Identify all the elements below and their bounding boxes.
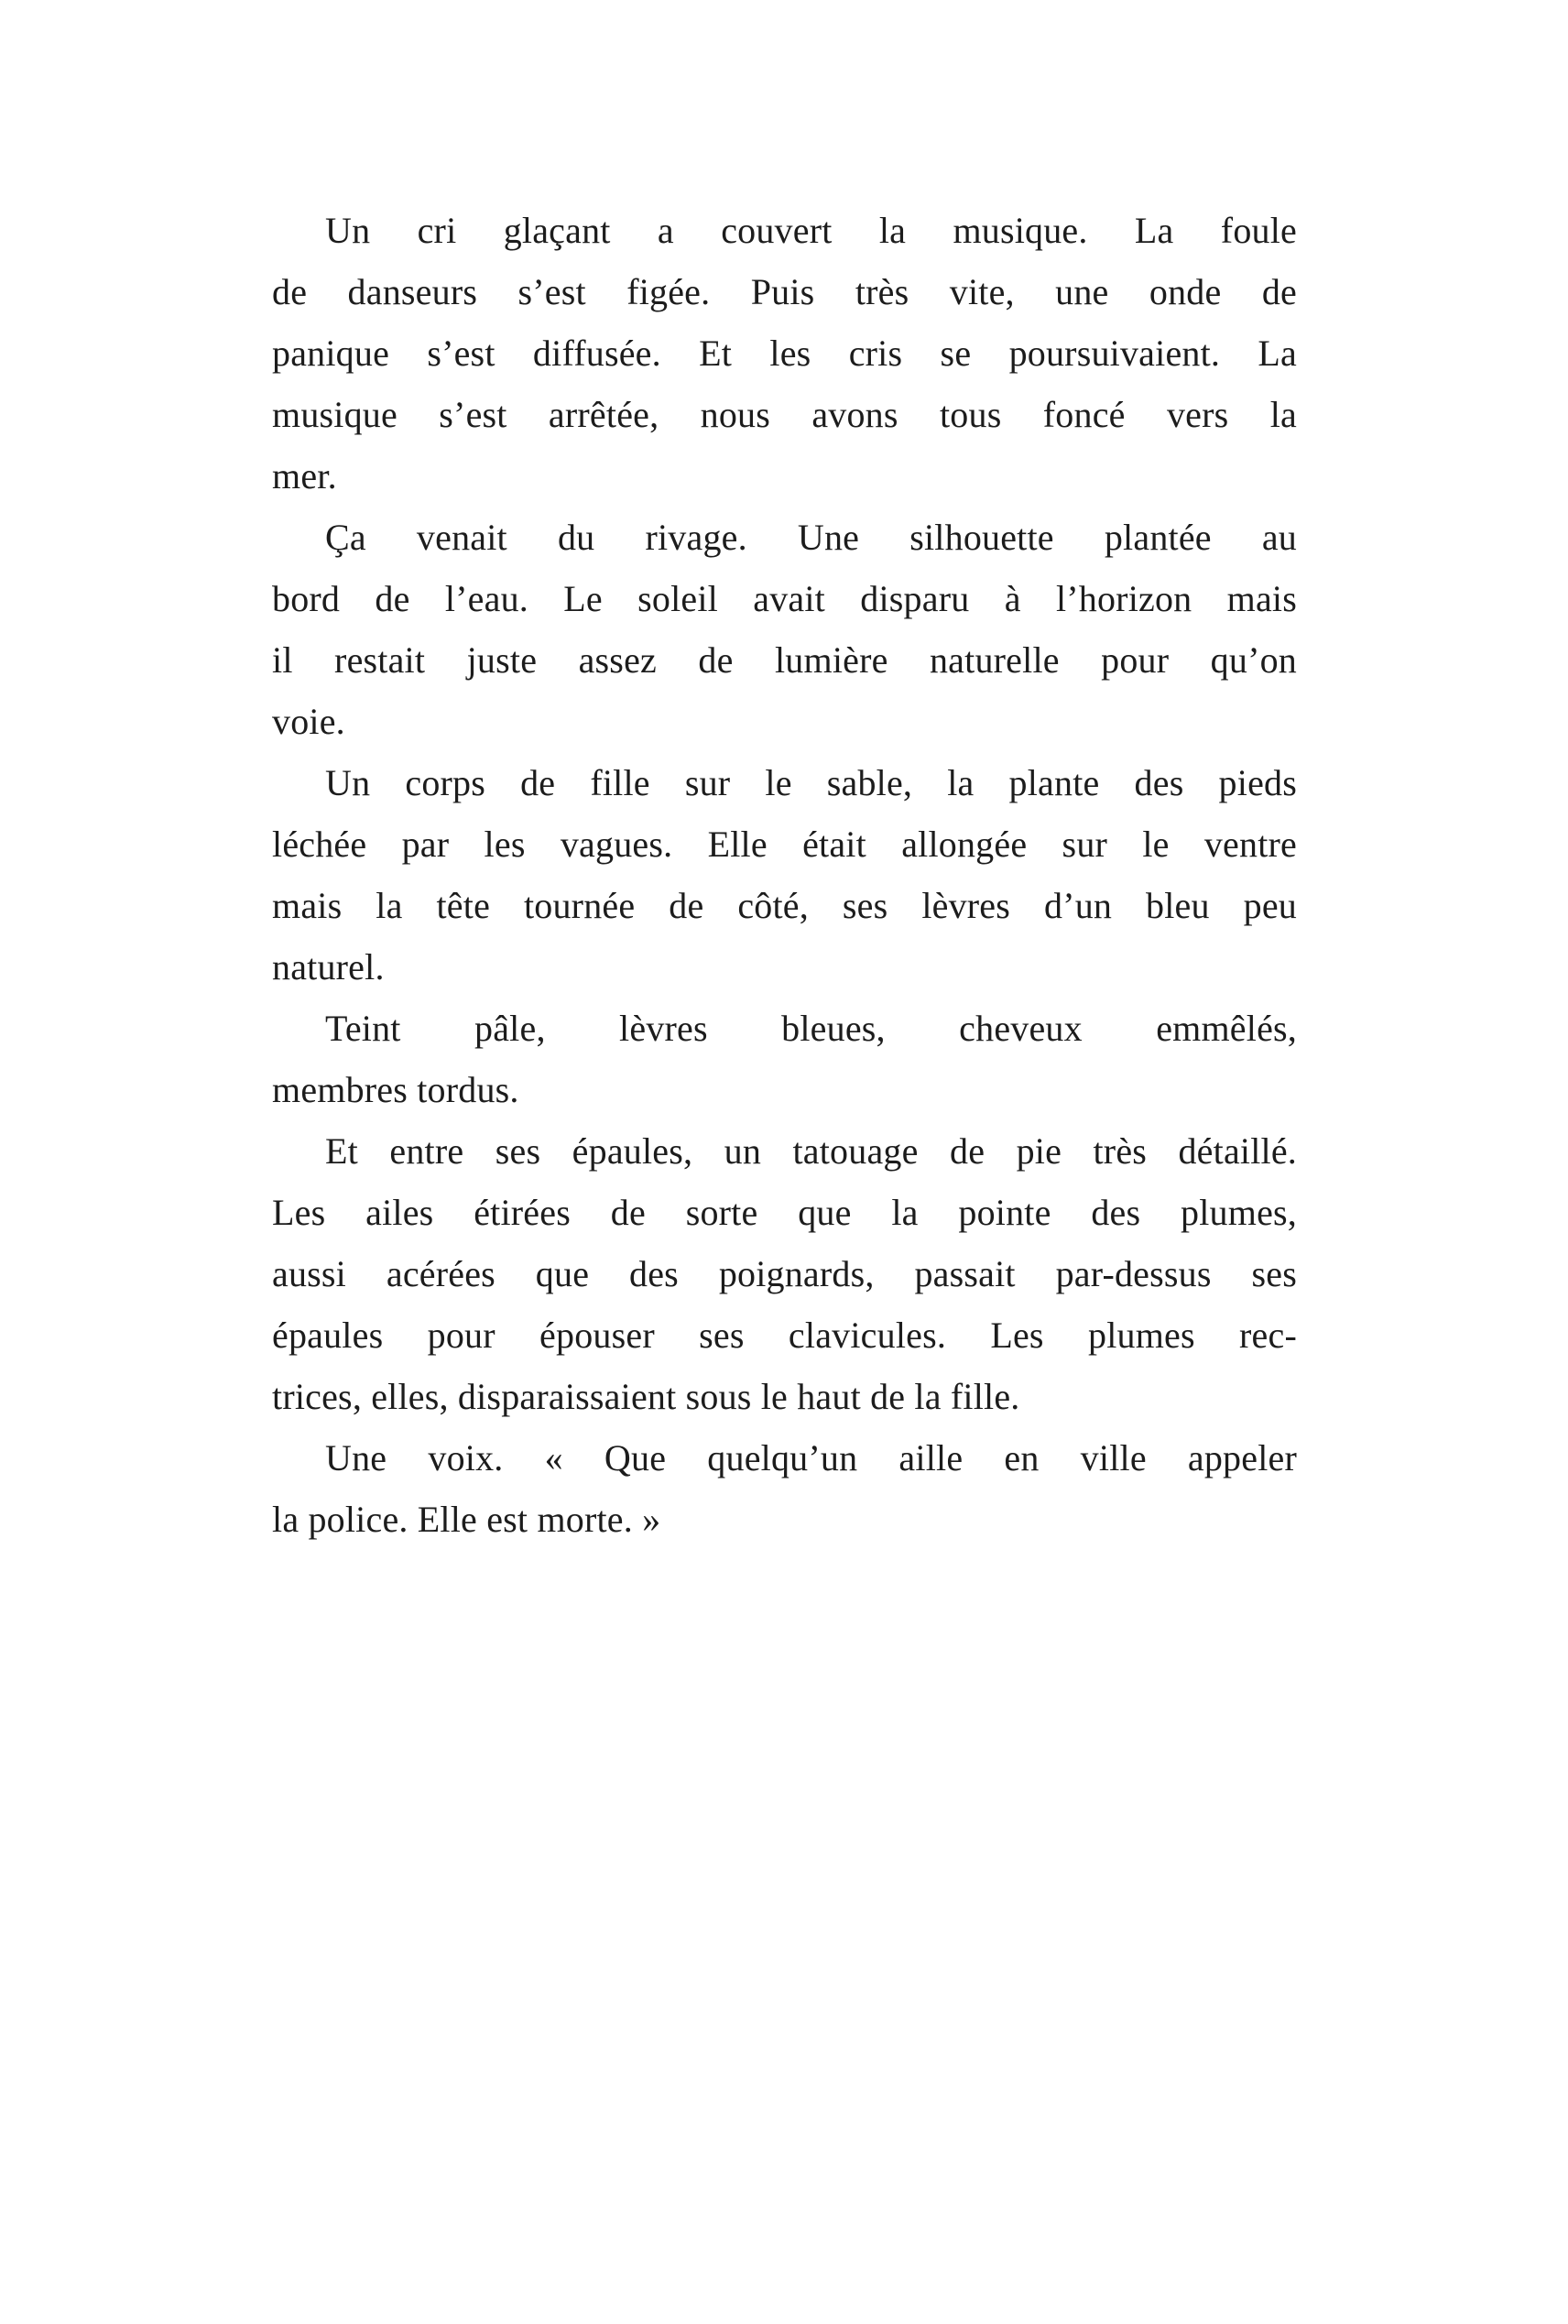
paragraph bbox=[272, 200, 1297, 507]
page-text-block bbox=[272, 200, 1297, 1550]
text-line: Et entre ses épaules, un tatouage de pie très détaillé. bbox=[325, 1130, 1297, 1172]
text-line: Ça venait du rivage. Une silhouette plantée au bbox=[325, 517, 1297, 558]
text-line: trices, elles, disparaissaient sous le haut de la fille. bbox=[272, 1376, 1020, 1417]
text-line: il restait juste assez de lumière naturelle pour qu’on bbox=[272, 639, 1297, 681]
text-line: Un corps de fille sur le sable, la plante des pieds bbox=[325, 762, 1297, 803]
text-line: Une voix. « Que quelqu’un aille en ville appeler bbox=[325, 1437, 1297, 1478]
paragraph bbox=[272, 752, 1297, 998]
text-line: Teint pâle, lèvres bleues, cheveux emmêlés, bbox=[325, 1008, 1297, 1049]
text-line: panique s’est diffusée. Et les cris se poursuivaient. La bbox=[272, 333, 1297, 374]
paragraph bbox=[272, 998, 1297, 1120]
paragraph bbox=[272, 507, 1297, 752]
paragraph bbox=[272, 1120, 1297, 1427]
text-line: naturel. bbox=[272, 946, 385, 987]
text-line: Un cri glaçant a couvert la musique. La foule bbox=[325, 210, 1297, 251]
paragraph bbox=[272, 1427, 1297, 1550]
text-line: aussi acérées que des poignards, passait par-dessus ses bbox=[272, 1253, 1297, 1294]
text-line: voie. bbox=[272, 701, 345, 742]
text-line: mais la tête tournée de côté, ses lèvres d’un bleu peu bbox=[272, 885, 1297, 926]
text-line: musique s’est arrêtée, nous avons tous foncé vers la bbox=[272, 394, 1297, 435]
text-line: épaules pour épouser ses clavicules. Les plumes rec- bbox=[272, 1315, 1297, 1356]
text-line: de danseurs s’est figée. Puis très vite, une onde de bbox=[272, 271, 1297, 312]
text-line: mer. bbox=[272, 455, 337, 496]
text-line: Les ailes étirées de sorte que la pointe des plumes, bbox=[272, 1192, 1297, 1233]
text-line: la police. Elle est morte. » bbox=[272, 1499, 661, 1540]
text-line: membres tordus. bbox=[272, 1069, 519, 1110]
text-line: bord de l’eau. Le soleil avait disparu à l’horizon mais bbox=[272, 578, 1297, 619]
text-line: léchée par les vagues. Elle était allongée sur le ventre bbox=[272, 824, 1297, 865]
